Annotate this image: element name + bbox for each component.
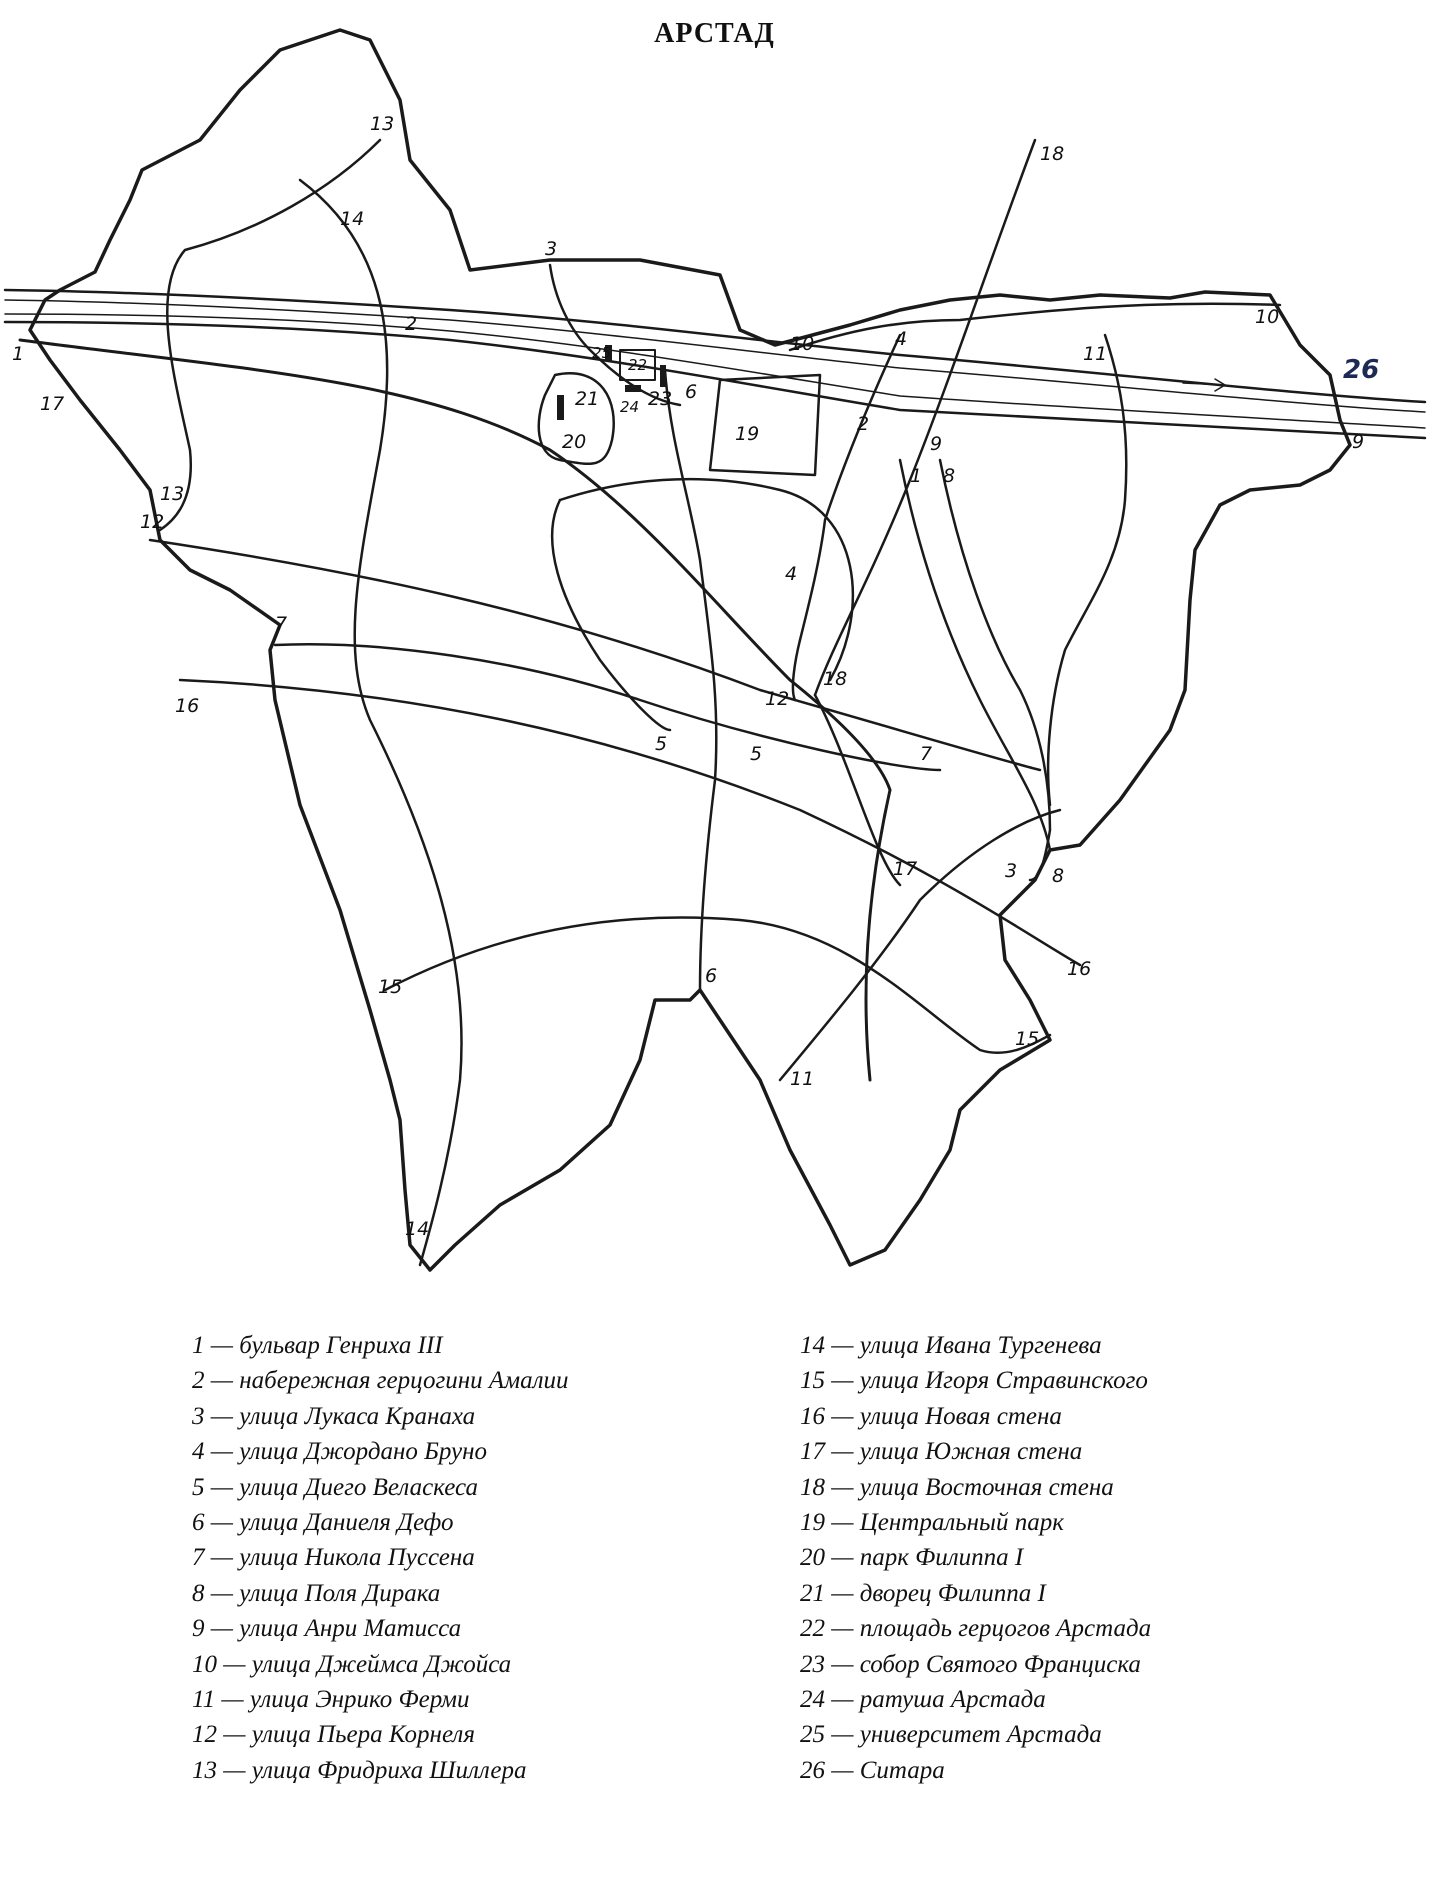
legend-separator: — (831, 1473, 854, 1501)
street-13 (160, 140, 380, 530)
legend-separator: — (210, 1402, 233, 1430)
legend-number: 11 (192, 1686, 216, 1714)
legend-separator: — (223, 1650, 246, 1678)
map-label: 7 (275, 613, 288, 635)
street-1 (20, 340, 890, 790)
legend-separator: — (831, 1650, 854, 1678)
legend-item (800, 1399, 1151, 1434)
legend-number: 15 (800, 1367, 825, 1395)
legend-right-column (800, 1328, 1151, 1788)
street-18 (815, 140, 1035, 695)
legend-separator: — (831, 1367, 854, 1395)
legend-name: улица Пьера Корнеля (251, 1721, 475, 1749)
legend-separator: — (831, 1332, 854, 1359)
legend-name: улица Диего Веласкеса (239, 1473, 478, 1501)
legend-name: улица Южная стена (859, 1438, 1083, 1466)
map-label: 13 (370, 113, 395, 135)
map-label: 4 (895, 328, 908, 350)
street-1 (866, 790, 890, 1080)
legend-item (800, 1328, 1151, 1363)
legend-separator: — (831, 1402, 854, 1430)
map-label: 2 (857, 413, 870, 435)
legend-name: улица Лукаса Кранаха (239, 1402, 476, 1430)
map-label: 12 (765, 688, 790, 710)
legend-item (192, 1682, 569, 1717)
legend-number: 17 (800, 1438, 825, 1466)
map-label: 10 (790, 333, 815, 355)
street-9 (940, 460, 1050, 880)
legend-item (800, 1434, 1151, 1469)
park-19 (710, 375, 820, 475)
legend-number: 23 (800, 1650, 825, 1678)
legend-item (192, 1753, 569, 1788)
street-14 (300, 180, 462, 1265)
legend-number: 4 (192, 1438, 205, 1466)
legend-item (800, 1717, 1151, 1752)
street-5 (560, 479, 853, 680)
legend-name: площадь герцогов Арстада (859, 1615, 1152, 1643)
legend-item (192, 1434, 569, 1469)
legend-name: собор Святого Франциска (859, 1650, 1141, 1678)
river-flow-arrow (1183, 379, 1225, 391)
legend-number: 5 (192, 1473, 205, 1501)
map-label: 3 (1005, 860, 1018, 882)
legend-name: улица Новая стена (859, 1402, 1062, 1430)
legend-item (800, 1363, 1151, 1398)
map-label: 5 (750, 743, 763, 765)
map-label: 6 (705, 965, 718, 987)
legend-separator: — (210, 1509, 233, 1537)
legend-name: улица Анри Матисса (239, 1615, 462, 1643)
map-label: 15 (378, 976, 403, 998)
map-label: 9 (1352, 431, 1365, 453)
legend-separator: — (831, 1721, 854, 1749)
legend-name: Ситара (859, 1756, 945, 1784)
legend-separator: — (210, 1438, 233, 1466)
map-label: 20 (562, 431, 587, 453)
legend-name: улица Даниеля Дефо (239, 1509, 454, 1537)
street-8 (900, 460, 1050, 850)
map-label: 17 (893, 858, 918, 880)
legend-separator: — (223, 1721, 246, 1749)
legend-separator: — (831, 1579, 854, 1607)
city-boundary (30, 30, 1350, 1270)
legend-name: улица Игоря Стравинского (859, 1367, 1148, 1395)
legend-number: 1 (192, 1332, 205, 1359)
map-label: 22 (628, 356, 648, 374)
legend-separator: — (223, 1756, 246, 1784)
legend-number: 10 (192, 1650, 217, 1678)
street-4 (793, 640, 800, 700)
legend-item (800, 1576, 1151, 1611)
street-6 (665, 370, 716, 990)
legend-name: ратуша Арстада (859, 1686, 1046, 1714)
legend-item (800, 1647, 1151, 1682)
legend-name: бульвар Генриха III (239, 1332, 443, 1359)
legend-separator: — (831, 1615, 854, 1643)
legend-item (192, 1399, 569, 1434)
map-label: 9 (930, 433, 943, 455)
street-11 (1048, 335, 1126, 805)
street-10 (790, 304, 1280, 350)
map-label: 7 (920, 743, 933, 765)
street-4 (800, 335, 900, 640)
legend-item (192, 1576, 569, 1611)
map-title: АРСТАД (654, 18, 775, 49)
legend-item (192, 1328, 569, 1363)
legend-separator: — (210, 1367, 233, 1395)
map-label: 18 (823, 668, 848, 690)
legend-number: 3 (192, 1402, 205, 1430)
legend-name: улица Джордано Бруно (239, 1438, 488, 1466)
legend-name: набережная герцогини Амалии (239, 1367, 569, 1395)
legend-name: улица Джеймса Джойса (251, 1650, 512, 1678)
legend-item (192, 1611, 569, 1646)
legend-item (800, 1505, 1151, 1540)
street-16 (180, 680, 1080, 965)
legend-number: 24 (800, 1686, 825, 1714)
legend-separator: — (210, 1473, 233, 1501)
legend-number: 14 (800, 1332, 825, 1359)
legend-name: улица Энрико Ферми (249, 1686, 470, 1714)
legend-number: 6 (192, 1509, 205, 1537)
legend-separator: — (831, 1756, 854, 1784)
legend-number: 8 (192, 1579, 205, 1607)
legend-left-column (192, 1328, 569, 1788)
legend-item (800, 1753, 1151, 1788)
map-label: 10 (1255, 306, 1280, 328)
legend-item (800, 1682, 1151, 1717)
legend-number: 16 (800, 1402, 825, 1430)
legend-number: 26 (800, 1756, 825, 1784)
map-label: 12 (140, 511, 165, 533)
legend-number: 7 (192, 1544, 205, 1572)
legend-number: 25 (800, 1721, 825, 1749)
legend-item (192, 1470, 569, 1505)
legend-number: 19 (800, 1509, 825, 1537)
legend-item (800, 1611, 1151, 1646)
legend-number: 21 (800, 1579, 825, 1607)
map-label: 15 (1015, 1028, 1040, 1050)
map-label: 4 (785, 563, 798, 585)
legend-item (800, 1540, 1151, 1575)
legend-number: 22 (800, 1615, 825, 1643)
city-hall-24-marker (625, 385, 641, 392)
legend-number: 12 (192, 1721, 217, 1749)
legend-name: улица Никола Пуссена (239, 1544, 475, 1572)
map-label: 16 (1067, 958, 1092, 980)
legend-name: улица Фридриха Шиллера (251, 1756, 527, 1784)
legend-number: 2 (192, 1367, 205, 1395)
map-label: 16 (175, 695, 200, 717)
river-label: 26 (1343, 355, 1380, 385)
street-15 (385, 918, 1050, 1053)
legend-name: университет Арстада (859, 1721, 1102, 1749)
legend-separator: — (831, 1686, 854, 1714)
legend-separator: — (831, 1509, 854, 1537)
map-label: 11 (1083, 343, 1108, 365)
legend-number: 18 (800, 1473, 825, 1501)
palace-21-marker (557, 395, 564, 420)
legend-item (192, 1363, 569, 1398)
map-label: 13 (160, 483, 185, 505)
legend-separator: — (221, 1686, 244, 1714)
map-label: 23 (648, 388, 673, 410)
legend-item (192, 1540, 569, 1575)
legend-item (192, 1717, 569, 1752)
legend-item (192, 1505, 569, 1540)
legend-name: улица Восточная стена (859, 1473, 1114, 1501)
map-label: 24 (620, 398, 640, 416)
legend-separator: — (210, 1332, 233, 1359)
legend-number: 13 (192, 1756, 217, 1784)
map-label: 21 (575, 388, 600, 410)
map-label: 3 (545, 238, 558, 260)
map-label: 14 (340, 208, 365, 230)
legend-separator: — (210, 1615, 233, 1643)
legend-item (800, 1470, 1151, 1505)
legend-number: 20 (800, 1544, 825, 1572)
cathedral-23-marker (660, 365, 666, 387)
map-label: 8 (1052, 865, 1065, 887)
map-label: 18 (1040, 143, 1065, 165)
legend-item (192, 1647, 569, 1682)
map-label: 1 (12, 343, 25, 365)
legend-name: Центральный парк (859, 1509, 1064, 1537)
map-label: 2 (405, 313, 418, 335)
map-label: 6 (685, 381, 698, 403)
legend-name: дворец Филиппа I (859, 1579, 1046, 1607)
map-label: 1 (910, 465, 923, 487)
map-label: 17 (40, 393, 65, 415)
map-label: 8 (943, 465, 956, 487)
legend-separator: — (210, 1579, 233, 1607)
river-inner-line (5, 314, 1425, 428)
legend-name: улица Ивана Тургенева (859, 1332, 1102, 1359)
street-18 (815, 695, 900, 885)
legend-name: улица Поля Дирака (239, 1579, 441, 1607)
legend-name: парк Филиппа I (859, 1544, 1024, 1572)
map-label: 5 (655, 733, 668, 755)
map-label: 14 (405, 1218, 430, 1240)
legend-number: 9 (192, 1615, 205, 1643)
map-label: 25 (592, 344, 612, 362)
map-label: 19 (735, 423, 760, 445)
map-label: 11 (790, 1068, 815, 1090)
legend-separator: — (831, 1544, 854, 1572)
legend-separator: — (210, 1544, 233, 1572)
legend-separator: — (831, 1438, 854, 1466)
